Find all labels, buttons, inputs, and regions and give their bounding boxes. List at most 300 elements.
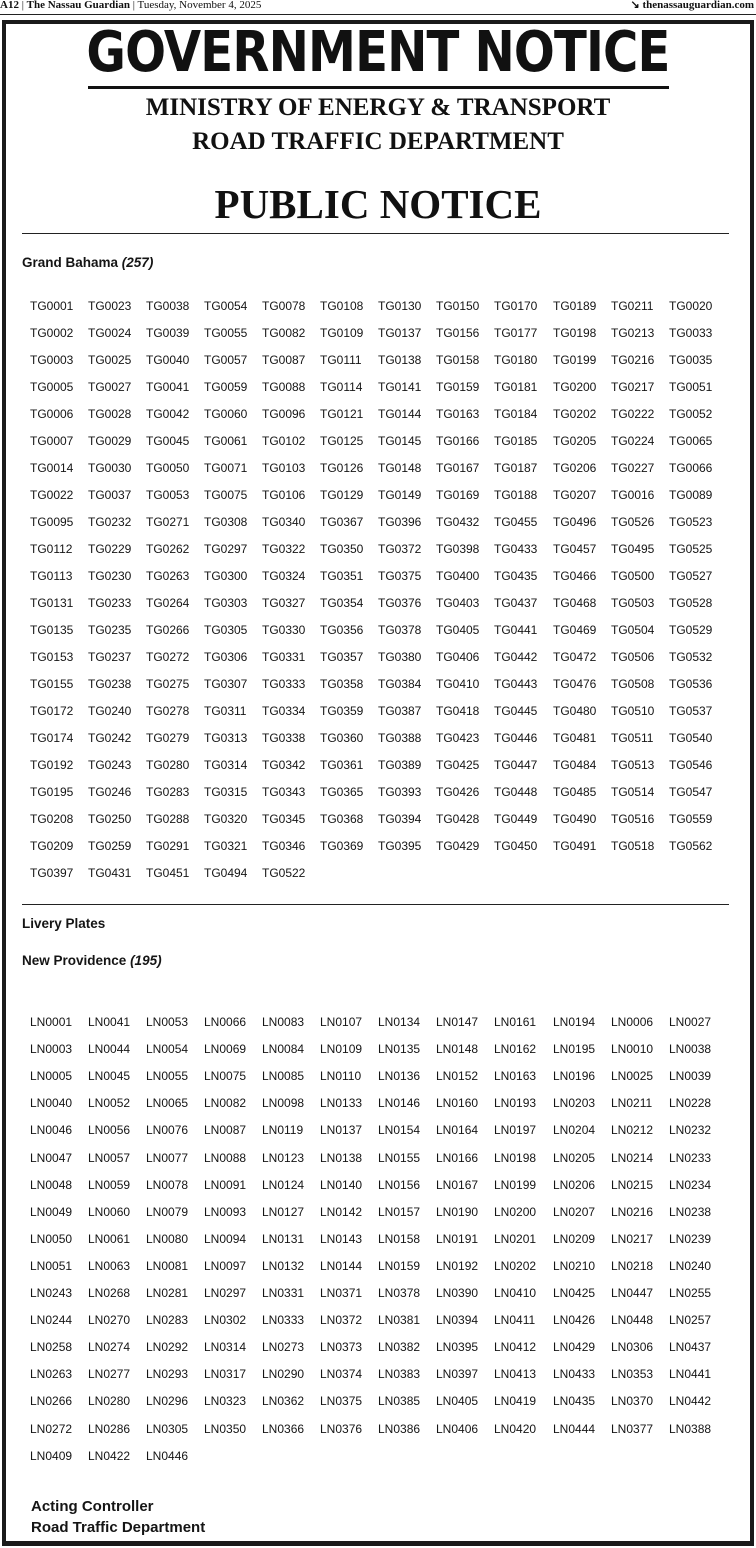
- plate-number: TG0135: [30, 623, 74, 637]
- plate-number: TG0305: [204, 623, 248, 637]
- plate-number: TG0320: [204, 812, 248, 826]
- plate-number: TG0503: [611, 596, 655, 610]
- plate-number: LN0142: [320, 1204, 363, 1219]
- plate-number: LN0137: [320, 1123, 363, 1138]
- plate-number: TG0506: [611, 650, 655, 664]
- plate-number: TG0472: [553, 650, 597, 664]
- plate-number: TG0055: [204, 326, 248, 340]
- plate-number: TG0396: [378, 515, 422, 529]
- plate-number: TG0185: [494, 434, 538, 448]
- plate-number: LN0162: [494, 1042, 537, 1057]
- plate-number: TG0441: [494, 623, 538, 637]
- plate-number: TG0338: [262, 731, 306, 745]
- plate-number: TG0448: [494, 785, 538, 799]
- plate-number: TG0449: [494, 812, 538, 826]
- plate-number: LN0286: [88, 1421, 131, 1436]
- section-title: New Providence: [22, 953, 127, 968]
- plate-number: TG0423: [436, 731, 480, 745]
- plate-number: LN0446: [146, 1448, 189, 1463]
- signature-block: [31, 1496, 205, 1538]
- plate-number: TG0189: [553, 299, 597, 313]
- plate-number: TG0297: [204, 542, 248, 556]
- plate-number: LN0061: [88, 1231, 131, 1246]
- plate-number: LN0155: [378, 1150, 421, 1165]
- plate-number: TG0195: [30, 785, 74, 799]
- plate-number: LN0199: [494, 1177, 537, 1192]
- plate-number: TG0345: [262, 812, 306, 826]
- plate-number: TG0313: [204, 731, 248, 745]
- plate-number: TG0311: [204, 704, 247, 718]
- plate-number: LN0302: [204, 1313, 247, 1328]
- plate-number: LN0447: [611, 1286, 654, 1300]
- notice-title: GOVERNMENT NOTICE: [86, 20, 670, 85]
- plate-number: LN0057: [88, 1150, 131, 1165]
- plate-number: TG0516: [611, 812, 655, 826]
- plate-number: LN0055: [146, 1069, 189, 1084]
- plate-number: TG0198: [553, 326, 597, 340]
- plate-number: TG0230: [88, 569, 132, 583]
- plate-number: TG0237: [88, 650, 132, 664]
- plate-number: TG0511: [611, 731, 654, 745]
- plate-number: TG0172: [30, 704, 74, 718]
- plate-number: TG0144: [378, 407, 422, 421]
- plate-row: [0, 325, 756, 341]
- plate-number: LN0161: [494, 1015, 537, 1029]
- plate-number: TG0159: [436, 380, 480, 394]
- plate-number: LN0218: [611, 1258, 654, 1273]
- plate-number: TG0500: [611, 569, 655, 583]
- plate-number: LN0377: [611, 1421, 654, 1436]
- plate-row: [0, 622, 756, 638]
- plate-row: [0, 1366, 756, 1382]
- plate-number: TG0523: [669, 515, 713, 529]
- plate-number: LN0001: [30, 1015, 73, 1029]
- plate-number: LN0426: [553, 1313, 596, 1328]
- plate-number: LN0194: [553, 1015, 596, 1029]
- plate-number: TG0030: [88, 461, 132, 475]
- plate-number: LN0411: [494, 1313, 536, 1328]
- plate-number: TG0103: [262, 461, 306, 475]
- plate-number: TG0405: [436, 623, 480, 637]
- plate-number: TG0376: [378, 596, 422, 610]
- plate-number: TG0300: [204, 569, 248, 583]
- plate-row: [0, 1339, 756, 1355]
- plate-row: [0, 1258, 756, 1274]
- plate-number: TG0451: [146, 866, 190, 880]
- plate-number: LN0406: [436, 1421, 479, 1436]
- plate-number: LN0305: [146, 1421, 189, 1436]
- plate-number: TG0242: [88, 731, 132, 745]
- section-count: (195): [130, 953, 162, 968]
- plate-number: LN0163: [494, 1069, 537, 1084]
- plate-number: TG0469: [553, 623, 597, 637]
- plate-number: TG0156: [436, 326, 480, 340]
- plate-number: LN0441: [669, 1367, 712, 1382]
- plate-number: TG0002: [30, 326, 74, 340]
- plate-number: LN0193: [494, 1096, 537, 1111]
- plate-number: TG0394: [378, 812, 422, 826]
- plate-number: TG0095: [30, 515, 74, 529]
- plate-number: TG0158: [436, 353, 480, 367]
- plate-row: [0, 460, 756, 476]
- plate-number: LN0376: [320, 1421, 363, 1436]
- plate-number: TG0400: [436, 569, 480, 583]
- plate-number: LN0082: [204, 1096, 247, 1111]
- plate-number: LN0198: [494, 1150, 537, 1165]
- plate-number: TG0525: [669, 542, 713, 556]
- plate-number: LN0371: [320, 1286, 363, 1300]
- plate-number: TG0213: [611, 326, 655, 340]
- plate-row: [0, 406, 756, 422]
- plate-number: LN0228: [669, 1096, 712, 1111]
- plate-number: TG0102: [262, 434, 306, 448]
- plate-number: TG0233: [88, 596, 132, 610]
- plate-number: TG0333: [262, 677, 306, 691]
- plate-number: TG0106: [262, 488, 306, 502]
- plate-number: TG0324: [262, 569, 306, 583]
- page-number: A12: [0, 0, 19, 11]
- plate-number: TG0397: [30, 866, 74, 880]
- plate-number: LN0385: [378, 1394, 421, 1409]
- plate-number: LN0003: [30, 1042, 73, 1057]
- plate-number: LN0388: [669, 1421, 712, 1436]
- plate-number: LN0238: [669, 1204, 712, 1219]
- plate-number: LN0109: [320, 1042, 363, 1057]
- plate-number: TG0526: [611, 515, 655, 529]
- plate-row: [0, 703, 756, 719]
- plate-number: TG0042: [146, 407, 190, 421]
- plate-number: LN0437: [669, 1340, 712, 1355]
- plate-number: TG0466: [553, 569, 597, 583]
- plate-number: TG0395: [378, 839, 422, 853]
- plate-number: TG0061: [204, 434, 248, 448]
- plate-number: TG0078: [262, 299, 306, 313]
- plate-number: LN0123: [262, 1150, 305, 1165]
- plate-number: TG0457: [553, 542, 597, 556]
- plate-number: LN0412: [494, 1340, 537, 1355]
- plate-number: TG0208: [30, 812, 74, 826]
- plate-number: LN0378: [378, 1286, 421, 1300]
- plate-number: TG0447: [494, 758, 538, 772]
- plate-number: LN0160: [436, 1096, 479, 1111]
- plate-number: LN0050: [30, 1231, 73, 1246]
- plate-row: [0, 595, 756, 611]
- plate-number: TG0272: [146, 650, 190, 664]
- plate-number: TG0426: [436, 785, 480, 799]
- plate-number: TG0443: [494, 677, 538, 691]
- plate-number: LN0413: [494, 1367, 537, 1382]
- plate-number: TG0365: [320, 785, 364, 799]
- plate-number: LN0053: [146, 1015, 189, 1029]
- plate-number: LN0217: [611, 1231, 654, 1246]
- plate-number: TG0051: [669, 380, 713, 394]
- plate-number: LN0045: [88, 1069, 131, 1084]
- plate-number: LN0243: [30, 1286, 73, 1300]
- plate-number: TG0496: [553, 515, 597, 529]
- plate-number: LN0085: [262, 1069, 305, 1084]
- plate-row: [0, 433, 756, 449]
- website-link[interactable]: ↘ thenassauguardian.com: [630, 0, 754, 11]
- plate-number: LN0027: [669, 1015, 712, 1029]
- plate-number: TG0522: [262, 866, 306, 880]
- plate-number: LN0240: [669, 1258, 712, 1273]
- plate-number: TG0429: [436, 839, 480, 853]
- plate-number: TG0112: [30, 542, 73, 556]
- plate-number: TG0529: [669, 623, 713, 637]
- plate-number: TG0087: [262, 353, 306, 367]
- plate-number: LN0063: [88, 1258, 131, 1273]
- plate-number: TG0125: [320, 434, 364, 448]
- plate-number: LN0410: [494, 1286, 537, 1300]
- plate-number: LN0374: [320, 1367, 363, 1382]
- plate-number: LN0078: [146, 1177, 189, 1192]
- plate-number: TG0188: [494, 488, 538, 502]
- plate-number: TG0206: [553, 461, 597, 475]
- masthead-left: A12 | The Nassau Guardian | Tuesday, November 4, 2025: [0, 0, 262, 11]
- plate-number: LN0425: [553, 1286, 596, 1300]
- plate-number: LN0066: [204, 1015, 247, 1029]
- plate-number: LN0203: [553, 1096, 596, 1111]
- plate-number: TG0278: [146, 704, 190, 718]
- plate-number: TG0361: [320, 758, 364, 772]
- plate-row: [0, 1448, 756, 1464]
- plate-number: LN0362: [262, 1394, 305, 1409]
- plate-number: LN0268: [88, 1286, 131, 1300]
- plate-number: LN0083: [262, 1015, 305, 1029]
- plate-number: TG0131: [30, 596, 74, 610]
- plate-number: TG0368: [320, 812, 364, 826]
- plate-number: LN0442: [669, 1394, 712, 1409]
- plate-number: TG0065: [669, 434, 713, 448]
- plate-row: [0, 1122, 756, 1138]
- plate-number: TG0113: [30, 569, 73, 583]
- plate-number: TG0075: [204, 488, 248, 502]
- masthead-divider: [0, 14, 756, 15]
- plate-number: TG0428: [436, 812, 480, 826]
- plate-number: LN0258: [30, 1340, 73, 1355]
- plate-number: TG0066: [669, 461, 713, 475]
- plate-number: TG0263: [146, 569, 190, 583]
- plate-number: LN0140: [320, 1177, 363, 1192]
- plate-number: TG0035: [669, 353, 713, 367]
- plate-number: TG0306: [204, 650, 248, 664]
- plate-number: TG0202: [553, 407, 597, 421]
- plate-number: LN0110: [320, 1069, 362, 1084]
- plate-number: TG0243: [88, 758, 132, 772]
- plate-number: TG0321: [204, 839, 248, 853]
- plate-number: LN0211: [611, 1096, 653, 1111]
- plate-number: LN0350: [204, 1421, 247, 1436]
- plate-number: TG0050: [146, 461, 190, 475]
- plate-number: LN0433: [553, 1367, 596, 1382]
- plate-number: TG0129: [320, 488, 364, 502]
- plate-number: LN0081: [146, 1258, 189, 1273]
- plate-number: LN0370: [611, 1394, 654, 1409]
- plate-number: LN0167: [436, 1177, 479, 1192]
- plate-number: LN0197: [494, 1123, 537, 1138]
- plate-number: TG0232: [88, 515, 132, 529]
- plate-number: TG0275: [146, 677, 190, 691]
- plate-number: TG0003: [30, 353, 74, 367]
- plate-number: TG0149: [378, 488, 422, 502]
- plate-number: TG0150: [436, 299, 480, 313]
- plate-number: LN0147: [436, 1015, 479, 1029]
- plate-number: TG0224: [611, 434, 655, 448]
- plate-row: [0, 514, 756, 530]
- plate-number: LN0005: [30, 1069, 73, 1084]
- plate-number: LN0216: [611, 1204, 654, 1219]
- plate-number: TG0227: [611, 461, 655, 475]
- plate-number: LN0448: [611, 1313, 654, 1328]
- plate-number: TG0314: [204, 758, 248, 772]
- plate-number: LN0373: [320, 1340, 363, 1355]
- plate-number: TG0001: [30, 299, 74, 313]
- plate-number: TG0510: [611, 704, 655, 718]
- plate-number: TG0217: [611, 380, 655, 394]
- plate-number: TG0054: [204, 299, 248, 313]
- plate-number: LN0372: [320, 1313, 363, 1328]
- plate-row: [0, 1150, 756, 1166]
- plate-row: [0, 1285, 756, 1301]
- plate-row: [0, 568, 756, 584]
- plate-row: [0, 730, 756, 746]
- plate-number: TG0354: [320, 596, 364, 610]
- plate-number: TG0367: [320, 515, 364, 529]
- plate-number: TG0279: [146, 731, 190, 745]
- plate-number: LN0094: [204, 1231, 247, 1246]
- plate-number: TG0387: [378, 704, 422, 718]
- plate-number: TG0403: [436, 596, 480, 610]
- plate-row: [0, 379, 756, 395]
- plate-number: TG0052: [669, 407, 713, 421]
- plate-number: TG0166: [436, 434, 480, 448]
- plate-number: TG0358: [320, 677, 364, 691]
- plate-number: TG0536: [669, 677, 713, 691]
- plate-number: LN0382: [378, 1340, 421, 1355]
- plate-number: LN0323: [204, 1394, 247, 1409]
- plate-row: [0, 1204, 756, 1220]
- plate-number: LN0059: [88, 1177, 131, 1192]
- plate-number: TG0229: [88, 542, 132, 556]
- plate-number: TG0351: [320, 569, 364, 583]
- plate-number: TG0053: [146, 488, 190, 502]
- plate-number: TG0199: [553, 353, 597, 367]
- paper-name: The Nassau Guardian: [26, 0, 130, 11]
- plate-number: LN0051: [30, 1258, 73, 1273]
- plate-row: [0, 649, 756, 665]
- plate-number: TG0111: [320, 353, 362, 367]
- plate-number: LN0143: [320, 1231, 363, 1246]
- plate-number: LN0098: [262, 1096, 305, 1111]
- section-divider: [22, 904, 729, 905]
- plate-number: TG0082: [262, 326, 306, 340]
- plate-number: TG0435: [494, 569, 538, 583]
- plate-number: TG0340: [262, 515, 306, 529]
- plate-number: LN0039: [669, 1069, 712, 1084]
- plate-number: LN0132: [262, 1258, 305, 1273]
- plate-number: LN0152: [436, 1069, 479, 1084]
- plate-number: LN0107: [320, 1015, 363, 1029]
- plate-row: [0, 757, 756, 773]
- plate-row: [0, 1393, 756, 1409]
- plate-number: TG0315: [204, 785, 248, 799]
- plate-number: TG0537: [669, 704, 713, 718]
- plate-number: LN0159: [378, 1258, 421, 1273]
- plate-number: LN0202: [494, 1258, 537, 1273]
- plate-row: [0, 1014, 756, 1030]
- plate-number: LN0044: [88, 1042, 131, 1057]
- plate-number: TG0020: [669, 299, 713, 313]
- plate-number: LN0040: [30, 1096, 73, 1111]
- plate-number: LN0207: [553, 1204, 596, 1219]
- plate-row: [0, 1041, 756, 1057]
- plate-number: TG0508: [611, 677, 655, 691]
- plate-number: LN0397: [436, 1367, 479, 1382]
- plate-number: LN0093: [204, 1204, 247, 1219]
- plate-number: TG0222: [611, 407, 655, 421]
- notice-subtitle: PUBLIC NOTICE: [214, 181, 542, 227]
- plate-number: LN0025: [611, 1069, 654, 1084]
- plate-number: LN0075: [204, 1069, 247, 1084]
- plate-number: TG0235: [88, 623, 132, 637]
- section-count: (257): [121, 255, 154, 270]
- plate-row: [0, 1095, 756, 1111]
- plate-number: TG0211: [611, 299, 654, 313]
- title-divider: [88, 86, 669, 89]
- plate-number: TG0431: [88, 866, 132, 880]
- plate-number: LN0156: [378, 1177, 421, 1192]
- plate-number: LN0273: [262, 1340, 305, 1355]
- grand-bahama-heading: [22, 255, 153, 271]
- plate-number: TG0372: [378, 542, 422, 556]
- plate-number: LN0049: [30, 1204, 73, 1219]
- plate-number: TG0350: [320, 542, 364, 556]
- plate-number: TG0240: [88, 704, 132, 718]
- plate-number: LN0091: [204, 1177, 247, 1192]
- plate-number: LN0080: [146, 1231, 189, 1246]
- plate-number: TG0005: [30, 380, 74, 394]
- plate-number: LN0133: [320, 1096, 363, 1111]
- plate-number: LN0138: [320, 1150, 363, 1165]
- plate-number: LN0209: [553, 1231, 596, 1246]
- plate-number: LN0386: [378, 1421, 421, 1436]
- plate-row: [0, 487, 756, 503]
- plate-number: LN0119: [262, 1123, 304, 1138]
- plate-number: LN0164: [436, 1123, 479, 1138]
- plate-number: TG0343: [262, 785, 306, 799]
- plate-number: TG0138: [378, 353, 422, 367]
- plate-number: TG0041: [146, 380, 190, 394]
- plate-number: TG0331: [262, 650, 306, 664]
- plate-number: TG0540: [669, 731, 713, 745]
- plate-number: LN0422: [88, 1448, 131, 1463]
- plate-number: LN0297: [204, 1286, 247, 1300]
- ministry-name: MINISTRY OF ENERGY & TRANSPORT: [145, 94, 611, 121]
- plate-number: LN0239: [669, 1231, 712, 1246]
- plate-number: LN0047: [30, 1150, 73, 1165]
- plate-number: TG0096: [262, 407, 306, 421]
- plate-number: LN0048: [30, 1177, 73, 1192]
- plate-number: TG0514: [611, 785, 655, 799]
- plate-number: LN0419: [494, 1394, 537, 1409]
- plate-number: TG0291: [146, 839, 190, 853]
- plate-number: LN0134: [378, 1015, 421, 1029]
- department-name: ROAD TRAFFIC DEPARTMENT: [192, 128, 564, 155]
- plate-number: TG0442: [494, 650, 538, 664]
- plate-number: LN0210: [553, 1258, 596, 1273]
- plate-number: TG0007: [30, 434, 74, 448]
- signatory-department: Road Traffic Department: [31, 1519, 206, 1536]
